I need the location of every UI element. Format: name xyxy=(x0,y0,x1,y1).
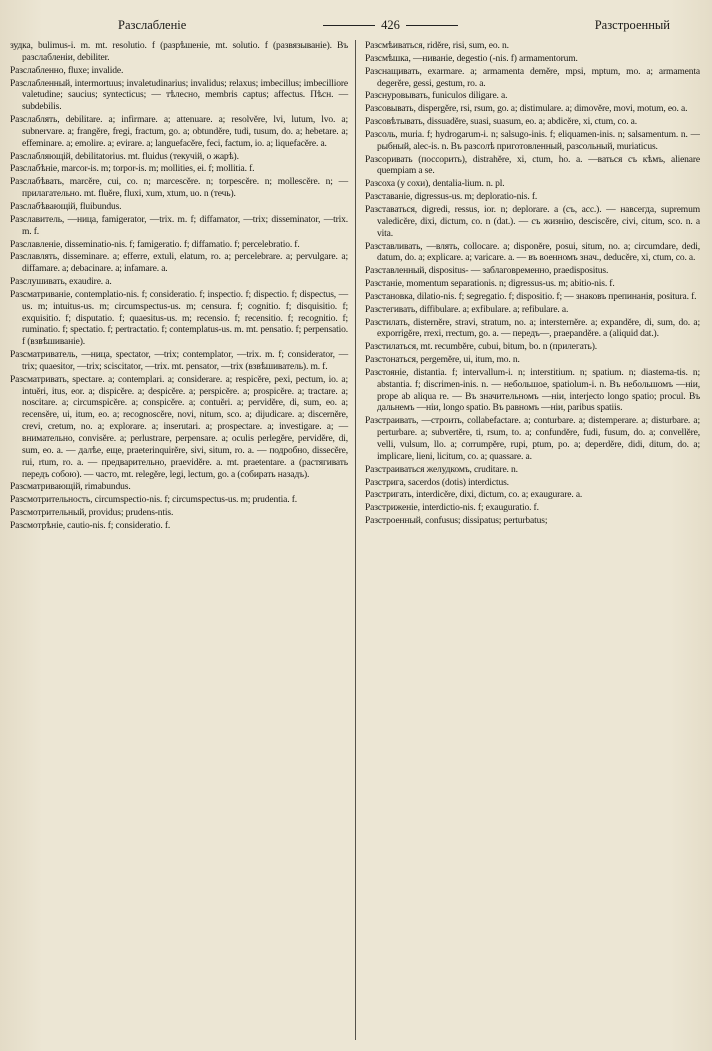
dictionary-entry: Разсоривать (поссорить), distrahĕre, xi, ctum, ho. a. —ваться съ кѣмъ, alienare quempiam a se. xyxy=(365,153,700,177)
dictionary-entry: Разстилать, disternĕre, stravi, stratum, no. a; intersternĕre. a; expandĕre, di, sum, do. a; exporrigĕre, rrexi, rrectum, go. a. — передъ—, praepandĕre. a (aliquid dat.). xyxy=(365,316,700,340)
dictionary-entry: Разсмѣиваться, ridĕre, risi, sum, eo. n. xyxy=(365,40,509,51)
dictionary-entry: Разстоянie, distantia. f; intervallum-i. n; interstitium. n; spatium. n; diastema-tis. n; abstantia. f; discrimen-inis. n. — небольшое, spatiolum-i. n. Въ небольшомъ —нiи, prope ab aliqua re. — Въ значительномъ —нiи, interjecto longo spatio; procul. Въ дальнемъ —нiи, longo spatio. Въ равномъ —нiи, paribus spatiis. xyxy=(365,366,700,414)
dictionary-entry: Разславлять, disseminare. a; efferre, extuli, elatum, ro. a; percelebrare. a; pervulgare. a; diffamare. a; debacinare. a; infamare. a. xyxy=(10,251,348,275)
columns xyxy=(10,40,700,1040)
dictionary-entry: Разстонаться, pergemĕre, ui, itum, mo. n. xyxy=(365,354,520,366)
header-right-word: Разстроенный xyxy=(594,17,670,32)
dictionary-entry: Разславитель, —ница, famigerator, —trix. m. f; diffamator, —trix; disseminator, —trix. m. f. xyxy=(10,213,348,237)
dictionary-entry: Разслушивать, exaudire. a. xyxy=(10,276,112,288)
dictionary-entry: Разславленie, disseminatio-nis. f; famigeratio. f; diffamatio. f; percelebratio. f. xyxy=(10,238,300,250)
dictionary-entry: Разстроенный, confusus; dissipatus; perturbatus; xyxy=(365,515,548,527)
dictionary-entry: Разстановка, dilatio-nis. f; segregatio. f; dispositio. f; — знаковъ препинанiя, positura. f. xyxy=(365,290,697,302)
dictionary-entry: Разсоха (у сохи), dentalia-lium. n. pl. xyxy=(365,178,505,190)
dictionary-entry: Разсмотрительность, circumspectio-nis. f; circumspectus-us. m; prudentia. f. xyxy=(10,494,297,506)
dictionary-entry: Разстрига, sacerdos (dotis) interdictus. xyxy=(365,476,509,488)
dictionary-entry: Разставленный, dispositus- — заблаговременно, praedispositus. xyxy=(365,265,609,277)
dictionary-entry: Разсмѣшка, —ниванie, degestio (-nis. f) armamentorum. xyxy=(365,52,578,64)
dictionary-entry: Разстригать, interdicĕre, dixi, dictum, co. a; exaugurare. a. xyxy=(365,489,583,501)
page-header xyxy=(10,14,700,36)
dictionary-entry: Разсмотрительный, providus; prudens-ntis. xyxy=(10,507,174,519)
left-column xyxy=(10,40,355,1040)
dictionary-entry: зудка, bulimus-i. m. mt. resolutio. f (разрѣшенie, mt. solutio. f (развязыванie). Въ разслабленiи, debiliter. xyxy=(10,40,348,63)
dictionary-entry: Разставаться, digredi, ressus, ior. n; deplorare. a (съ, acc.). — навсегда, supremum valedicĕre, dixi, dictum, co. n (dat.). — съ жизнiю, desciscĕre, civi, citum, sco. n. a vita. xyxy=(365,203,700,239)
dictionary-entry: Разстраивать, —строить, collabefactare. a; conturbare. a; distemperare. a; disturbare. a; perturbare. a; subvertĕre, ti, rsum, to. a; confundĕre, fudi, fusum, do. a; convellĕre, velli, vulsum, llo. a; corrumpĕre, rupi, ptum, po. a; deperdĕre, didi, ditum, do. a; implicare, lieni, licitum, co. a; quassare. a. xyxy=(365,415,700,462)
header-rule-right xyxy=(406,25,458,26)
dictionary-entry: Разсмотрѣнie, cautio-nis. f; consideratio. f. xyxy=(10,519,171,531)
dictionary-entry: Разснащивать, exarmare. a; armamenta demĕre, mpsi, mptum, mo. a; armamenta degerĕre, gessi, gestum, ro. a. xyxy=(365,65,700,89)
dictionary-entry: Разслабляющiй, debilitatorius. mt. fluidus (текучiй, о жарѣ). xyxy=(10,150,239,162)
dictionary-entry: Разсовѣтывать, dissuadĕre, suasi, suasum, eo. a; abdicĕre, xi, ctum, co. a. xyxy=(365,116,638,128)
dictionary-entry: Разсматривать, spectare. a; contemplari. a; considerare. a; respicĕre, pexi, pectum, io. a; intuĕri, itus, eor. a; dispicĕre. a; despicĕre. a; perspicĕre. a; prospicĕre. a; tractare. a; noscitare. a; circumspicĕre. a; conspicĕre. a; contuĕri. a; pervidĕre, di, sum, eo. a; recensĕre, ui, itum, eo. a; recognoscĕre, novi, nitum, sco. a; dijudicare. a; discernĕre, crevi, cretum, no. a; explorare. a; inserutari. a; prospectare. a; investigare. a; — внимательно, convisĕre. a; perlustrare, perpensare. a; oculis perlegĕre, pervidĕre, di, sum, eo. a. — далѣе, еще, praeterinquirĕre, sivi, situm, ro. a. — подробно, dissecĕre, rui, rtum, ro. a. — предварительно, praevidĕre. a. mt. praetentare. a (растягивать передъ собою). — часто, mt. relegĕre, legi, lectum, go. a (собирать назадъ). xyxy=(10,373,348,480)
right-column xyxy=(355,40,700,1040)
dictionary-entry: Разслабленный, intermortuus; invaletudinarius; invalidus; relaxus; imbecillus; imbecilliore valetudine; saucius; syntecticus; — тѣлесно, membris captus; affectus. Пѣсн. — subdebilis. xyxy=(10,77,348,113)
dictionary-entry: Разстанie, momentum separationis. n; digressus-us. m; abitio-nis. f. xyxy=(365,278,615,290)
dictionary-entry: Разслабленно, fluxe; invalide. xyxy=(10,64,124,76)
page-number-group xyxy=(323,18,458,33)
dictionary-entry: Разсоль, muria. f; hydrogarum-i. n; salsugo-inis. f; eliquamen-inis. n; salsamentum. n. — рыбный, alec-is. n. Въ разсолѣ приготовленный, разсольный, muriaticus. xyxy=(365,128,700,152)
header-rule-left xyxy=(323,25,375,26)
dictionary-entry: Разсовывать, dispergĕre, rsi, rsum, go. a; distimulare. a; dimovĕre, movi, motum, eo. a. xyxy=(365,103,688,115)
dictionary-entry: Разставливать, —влять, collocare. a; disponĕre, posui, situm, no. a; circumdare, dedi, datum, do. a; explicare. a; varicare. a. — въ военномъ знач., deducĕre, xi, ctum, co. a. xyxy=(365,240,700,264)
dictionary-entry: Разсматривающiй, rimabundus. xyxy=(10,481,131,493)
dictionary-entry: Разстилаться, mt. recumbĕre, cubui, bitum, bo. n (прилегать). xyxy=(365,341,597,353)
dictionary-entry: Разсматриватель, —ница, spectator, —trix; contemplator, —trix. m. f; considerator, —trix; quaesitor, —trix; scisсitator, —trix. mt. pensator, —trix (взвѣшиватель). m. f. xyxy=(10,349,348,372)
dictionary-entry: Разстегивать, diffibulare. a; exfibulare. a; refibulare. a. xyxy=(365,303,569,315)
dictionary-entry: Разслабѣнie, marcor-is. m; torpor-is. m; mollities, ei. f; mollitia. f. xyxy=(10,163,255,175)
dictionary-entry: Разслабѣвать, marcĕre, cui, co. n; marcescĕre. n; torpescĕre. n; mollescĕre. n; — прилагательно. mt. fluĕre, fluxi, xum, xtum, uo. n (течь). xyxy=(10,176,348,200)
dictionary-entry: Разставанie, digressus-us. m; deploratio-nis. f. xyxy=(365,191,538,203)
dictionary-entry: Разслабѣвающiй, fluibundus. xyxy=(10,200,122,212)
dictionary-entry: Разстриженie, interdictio-nis. f; exauguratio. f. xyxy=(365,502,539,514)
page-number: 426 xyxy=(381,17,400,32)
header-left-word: Разслабленiе xyxy=(118,17,187,32)
dictionary-entry: Разстраиваться желудкомъ, cruditare. n. xyxy=(365,463,518,475)
dictionary-entry: Разснуровывать, funiculos diligare. a. xyxy=(365,90,508,102)
dictionary-entry: Разсматриванie, contemplatio-nis. f; consideratio. f; inspectio. f; dispectio. f; dispectus, —us. m; intuitus-us. m; circumspectus-us. m; censura. f; cognitio. f; disquisitio. f; exquisitio. f; disputatio. f; quaesitus-us. m; recensio. f; recensitio. f; recognitio. f; ruminatio. f; spectatio. f; pertractatio. f; contemplatus-us. m. mt. pensatio. f; perpensatio. f (взвѣшиванie). xyxy=(10,288,348,348)
dictionary-entry: Разслаблять, debilitare. a; infirmare. a; attenuare. a; resolvĕre, lvi, lutum, lvo. a; subnervare. a; frangĕre, fregi, fractum, go. a; obtundĕre, tudi, tusum, do. a; hebetare. a; effeminare. a; emolire. a; evirare. a; languefacĕre, feci, factum, io. a; liquefacĕre. a. xyxy=(10,114,348,149)
